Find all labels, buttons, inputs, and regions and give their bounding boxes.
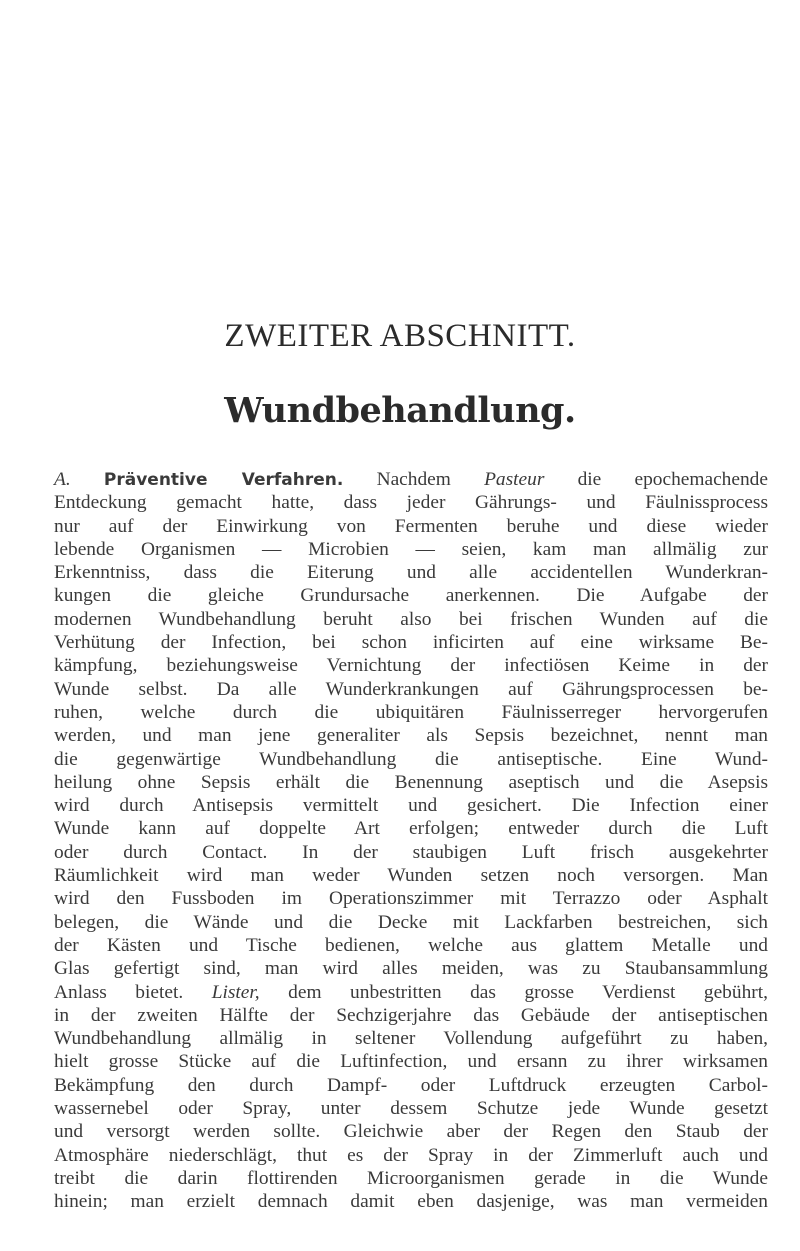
paragraph-line: Entdeckung gemacht hatte, dass jeder Gährungs- und Fäulnissprocess — [54, 492, 768, 514]
paragraph-line: wird den Fussboden im Operationszimmer mit Terrazzo oder Asphalt — [54, 888, 768, 910]
paragraph-line: Räumlichkeit wird man weder Wunden setzen noch versorgen. Man — [54, 865, 768, 887]
paragraph-line: wassernebel oder Spray, unter dessem Schutze jede Wunde gesetzt — [54, 1098, 768, 1120]
paragraph-line: die gegenwärtige Wundbehandlung die antiseptische. Eine Wund- — [54, 748, 768, 770]
section-marker: A. — [54, 469, 71, 490]
paragraph-line: belegen, die Wände und die Decke mit Lackfarben bestreichen, sich — [54, 911, 768, 933]
paragraph-line: hielt grosse Stücke auf die Luftinfection, und ersann zu ihrer wirksamen — [54, 1051, 768, 1073]
paragraph-line: in der zweiten Hälfte der Sechzigerjahre das Gebäude der antiseptischen — [54, 1004, 768, 1026]
paragraph-line: kungen die gleiche Grundursache anerkennen. Die Aufgabe der — [54, 585, 768, 607]
paragraph-line: hinein; man erzielt demnach damit eben dasjenige, was man vermeiden — [54, 1191, 768, 1213]
paragraph-line: oder durch Contact. In der staubigen Luft frisch ausgekehrter — [54, 841, 768, 863]
paragraph-line-lister: Anlass bietet. Lister, dem unbestritten das grosse Verdienst gebührt, — [54, 981, 768, 1003]
subsection-title: Präventive Verfahren. — [103, 470, 344, 490]
chapter-title: Wundbehandlung. — [224, 390, 576, 431]
paragraph-line: Bekämpfung den durch Dampf- oder Luftdruck erzeugten Carbol- — [54, 1074, 768, 1096]
paragraph-line: werden, und man jene generaliter als Sepsis bezeichnet, nennt man — [54, 725, 768, 747]
person-name-lister: Lister, — [211, 981, 260, 1003]
paragraph-line: wird durch Antisepsis vermittelt und gesichert. Die Infection einer — [54, 795, 768, 817]
paragraph-line: heilung ohne Sepsis erhält die Benennung aseptisch und die Asepsis — [54, 771, 768, 793]
paragraph-line: nur auf der Einwirkung von Fermenten beruhe und diese wieder — [54, 515, 768, 537]
paragraph-line: Wunde kann auf doppelte Art erfolgen; entweder durch die Luft — [54, 818, 768, 840]
paragraph-line: Atmosphäre niederschlägt, thut es der Spray in der Zimmerluft auch und — [54, 1144, 768, 1166]
paragraph-line: Erkenntniss, dass die Eiterung und alle accidentellen Wunderkran- — [54, 562, 768, 584]
paragraph-line: ruhen, welche durch die ubiquitären Fäulnisserreger hervorgerufen — [54, 701, 768, 723]
person-name-pasteur: Pasteur — [484, 469, 545, 490]
body-paragraph — [54, 468, 768, 1214]
paragraph-line: der Kästen und Tische bedienen, welche aus glattem Metalle und — [54, 934, 768, 956]
paragraph-line: Verhütung der Infection, bei schon inficirten auf eine wirksame Be- — [54, 632, 768, 654]
paragraph-line: und versorgt werden sollte. Gleichwie aber der Regen den Staub der — [54, 1121, 768, 1143]
paragraph-line: lebende Organismen — Microbien — seien, kam man allmälig zur — [54, 538, 768, 560]
paragraph-line-1: A. Präventive Verfahren. Nachdem Pasteur die epochemachende — [54, 469, 768, 490]
paragraph-line: kämpfung, beziehungsweise Vernichtung der infectiösen Keime in der — [54, 655, 768, 677]
paragraph-line: modernen Wundbehandlung beruht also bei frischen Wunden auf die — [54, 608, 768, 630]
paragraph-line: Wunde selbst. Da alle Wunderkrankungen auf Gährungsprocessen be- — [54, 678, 768, 700]
paragraph-line: treibt die darin flottirenden Microorganismen gerade in die Wunde — [54, 1167, 768, 1189]
paragraph-line: Wundbehandlung allmälig in seltener Vollendung aufgeführt zu haben, — [54, 1028, 768, 1050]
paragraph-line: Glas gefertigt sind, man wird alles meiden, was zu Staubansammlung — [54, 958, 768, 980]
section-heading: ZWEITER ABSCHNITT. — [224, 318, 576, 354]
